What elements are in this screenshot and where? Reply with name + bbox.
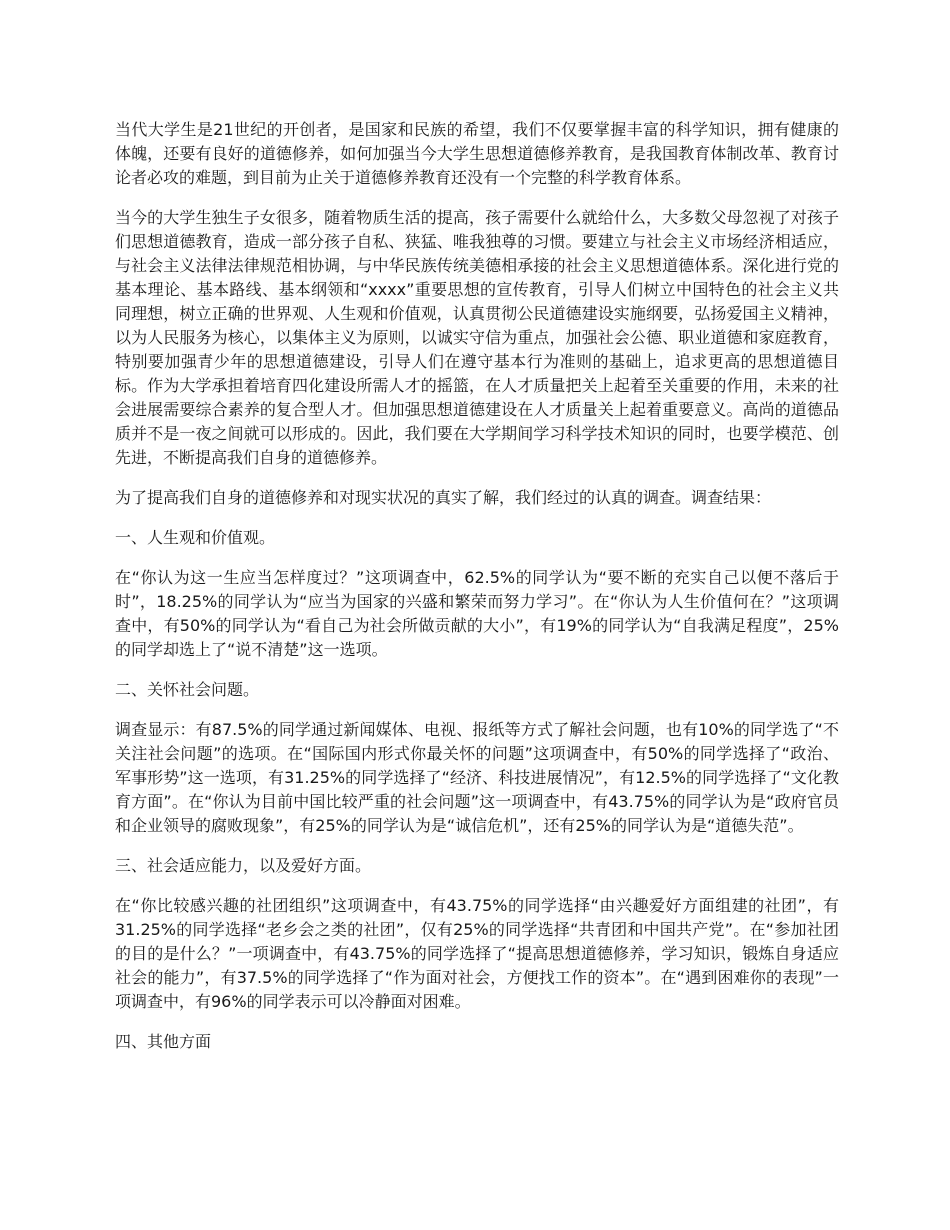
section-heading-4: 四、其他方面 (115, 1032, 212, 1051)
paragraph-section-3: 在“你比较感兴趣的社团组织”这项调查中，有43.75%的同学选择“由兴趣爱好方面组建的社团”，有31.25%的同学选择“老乡会之类的社团”，仅有25%的同学选择“共青团和中国共产党”。在“参加社团的目的是什么？”一项调查中，有43.75%的同学选择了“提高思想道德修养，学习知识，锻炼自身适应社会的能力”，有37.5%的同学选择了“作为面对社会，方便找工作的资本”。在“遇到困难你的表现”一项调查中，有96%的同学表示可以冷静面对困难。 (115, 896, 839, 1011)
paragraph-section-2: 调查显示：有87.5%的同学通过新闻媒体、电视、报纸等方式了解社会问题，也有10%的同学选了“不关注社会问题”的选项。在“国际国内形式你最关怀的问题”这项调查中，有50%的同学选择了“政治、军事形势”这一选项，有31.25%的同学选择了“经济、科技进展情况”，有12.5%的同学选择了“文化教育方面”。在“你认为目前中国比较严重的社会问题”这一项调查中，有43.75%的同学认为是“政府官员和企业领导的腐败现象”，有25%的同学认为是“诚信危机”，还有25%的同学认为是“道德失范”。 (115, 720, 839, 835)
section-heading-2: 二、关怀社会问题。 (115, 680, 260, 699)
paragraph-intro: 当代大学生是21世纪的开创者，是国家和民族的希望，我们不仅要掌握丰富的科学知识，拥有健康的体魄，还要有良好的道德修养，如何加强当今大学生思想道德修养教育，是我国教育体制改革、教育讨论者必攻的难题，到目前为止关于道德修养教育还没有一个完整的科学教育体系。 (115, 120, 839, 187)
paragraph-survey-intro: 为了提高我们自身的道德修养和对现实状况的真实了解，我们经过的认真的调查。调查结果： (115, 488, 772, 507)
section-heading-3: 三、社会适应能力，以及爱好方面。 (115, 856, 372, 875)
paragraph-background: 当今的大学生独生子女很多，随着物质生活的提高，孩子需要什么就给什么，大多数父母忽视了对孩子们思想道德教育，造成一部分孩子自私、狭猛、唯我独尊的习惯。要建立与社会主义市场经济相适应，与社会主义法律法律规范相协调，与中华民族传统美德相承接的社会主义思想道德体系。深化进行党的基本理论、基本路线、基本纲领和“xxxx”重要思想的宣传教育，引导人们树立中国特色的社会主义共同理想，树立正确的世界观、人生观和价值观，认真贯彻公民道德建设实施纲要，弘扬爱国主义精神，以为人民服务为核心，以集体主义为原则，以诚实守信为重点，加强社会公德、职业道德和家庭教育，特别要加强青少年的思想道德建设，引导人们在遵守基本行为准则的基础上，追求更高的思想道德目标。作为大学承担着培育四化建设所需人才的摇篮，在人才质量把关上起着至关重要的作用，未来的社会进展需要综合素养的复合型人才。但加强思想道德建设在人才质量关上起着重要意义。高尚的道德品质并不是一夜之间就可以形成的。因此，我们要在大学期间学习科学技术知识的同时，也要学模范、创先进，不断提高我们自身的道德修养。 (115, 208, 839, 467)
document-page (115, 118, 839, 1070)
section-heading-1: 一、人生观和价值观。 (115, 528, 276, 547)
paragraph-section-1: 在“你认为这一生应当怎样度过？”这项调查中，62.5%的同学认为“要不断的充实自己以便不落后于时”，18.25%的同学认为“应当为国家的兴盛和繁荣而努力学习”。在“你认为人生价值何在？”这项调查中，有50%的同学认为“看自己为社会所做贡献的大小”，有19%的同学认为“自我满足程度”，25%的同学却选上了“说不清楚”这一选项。 (115, 568, 839, 659)
